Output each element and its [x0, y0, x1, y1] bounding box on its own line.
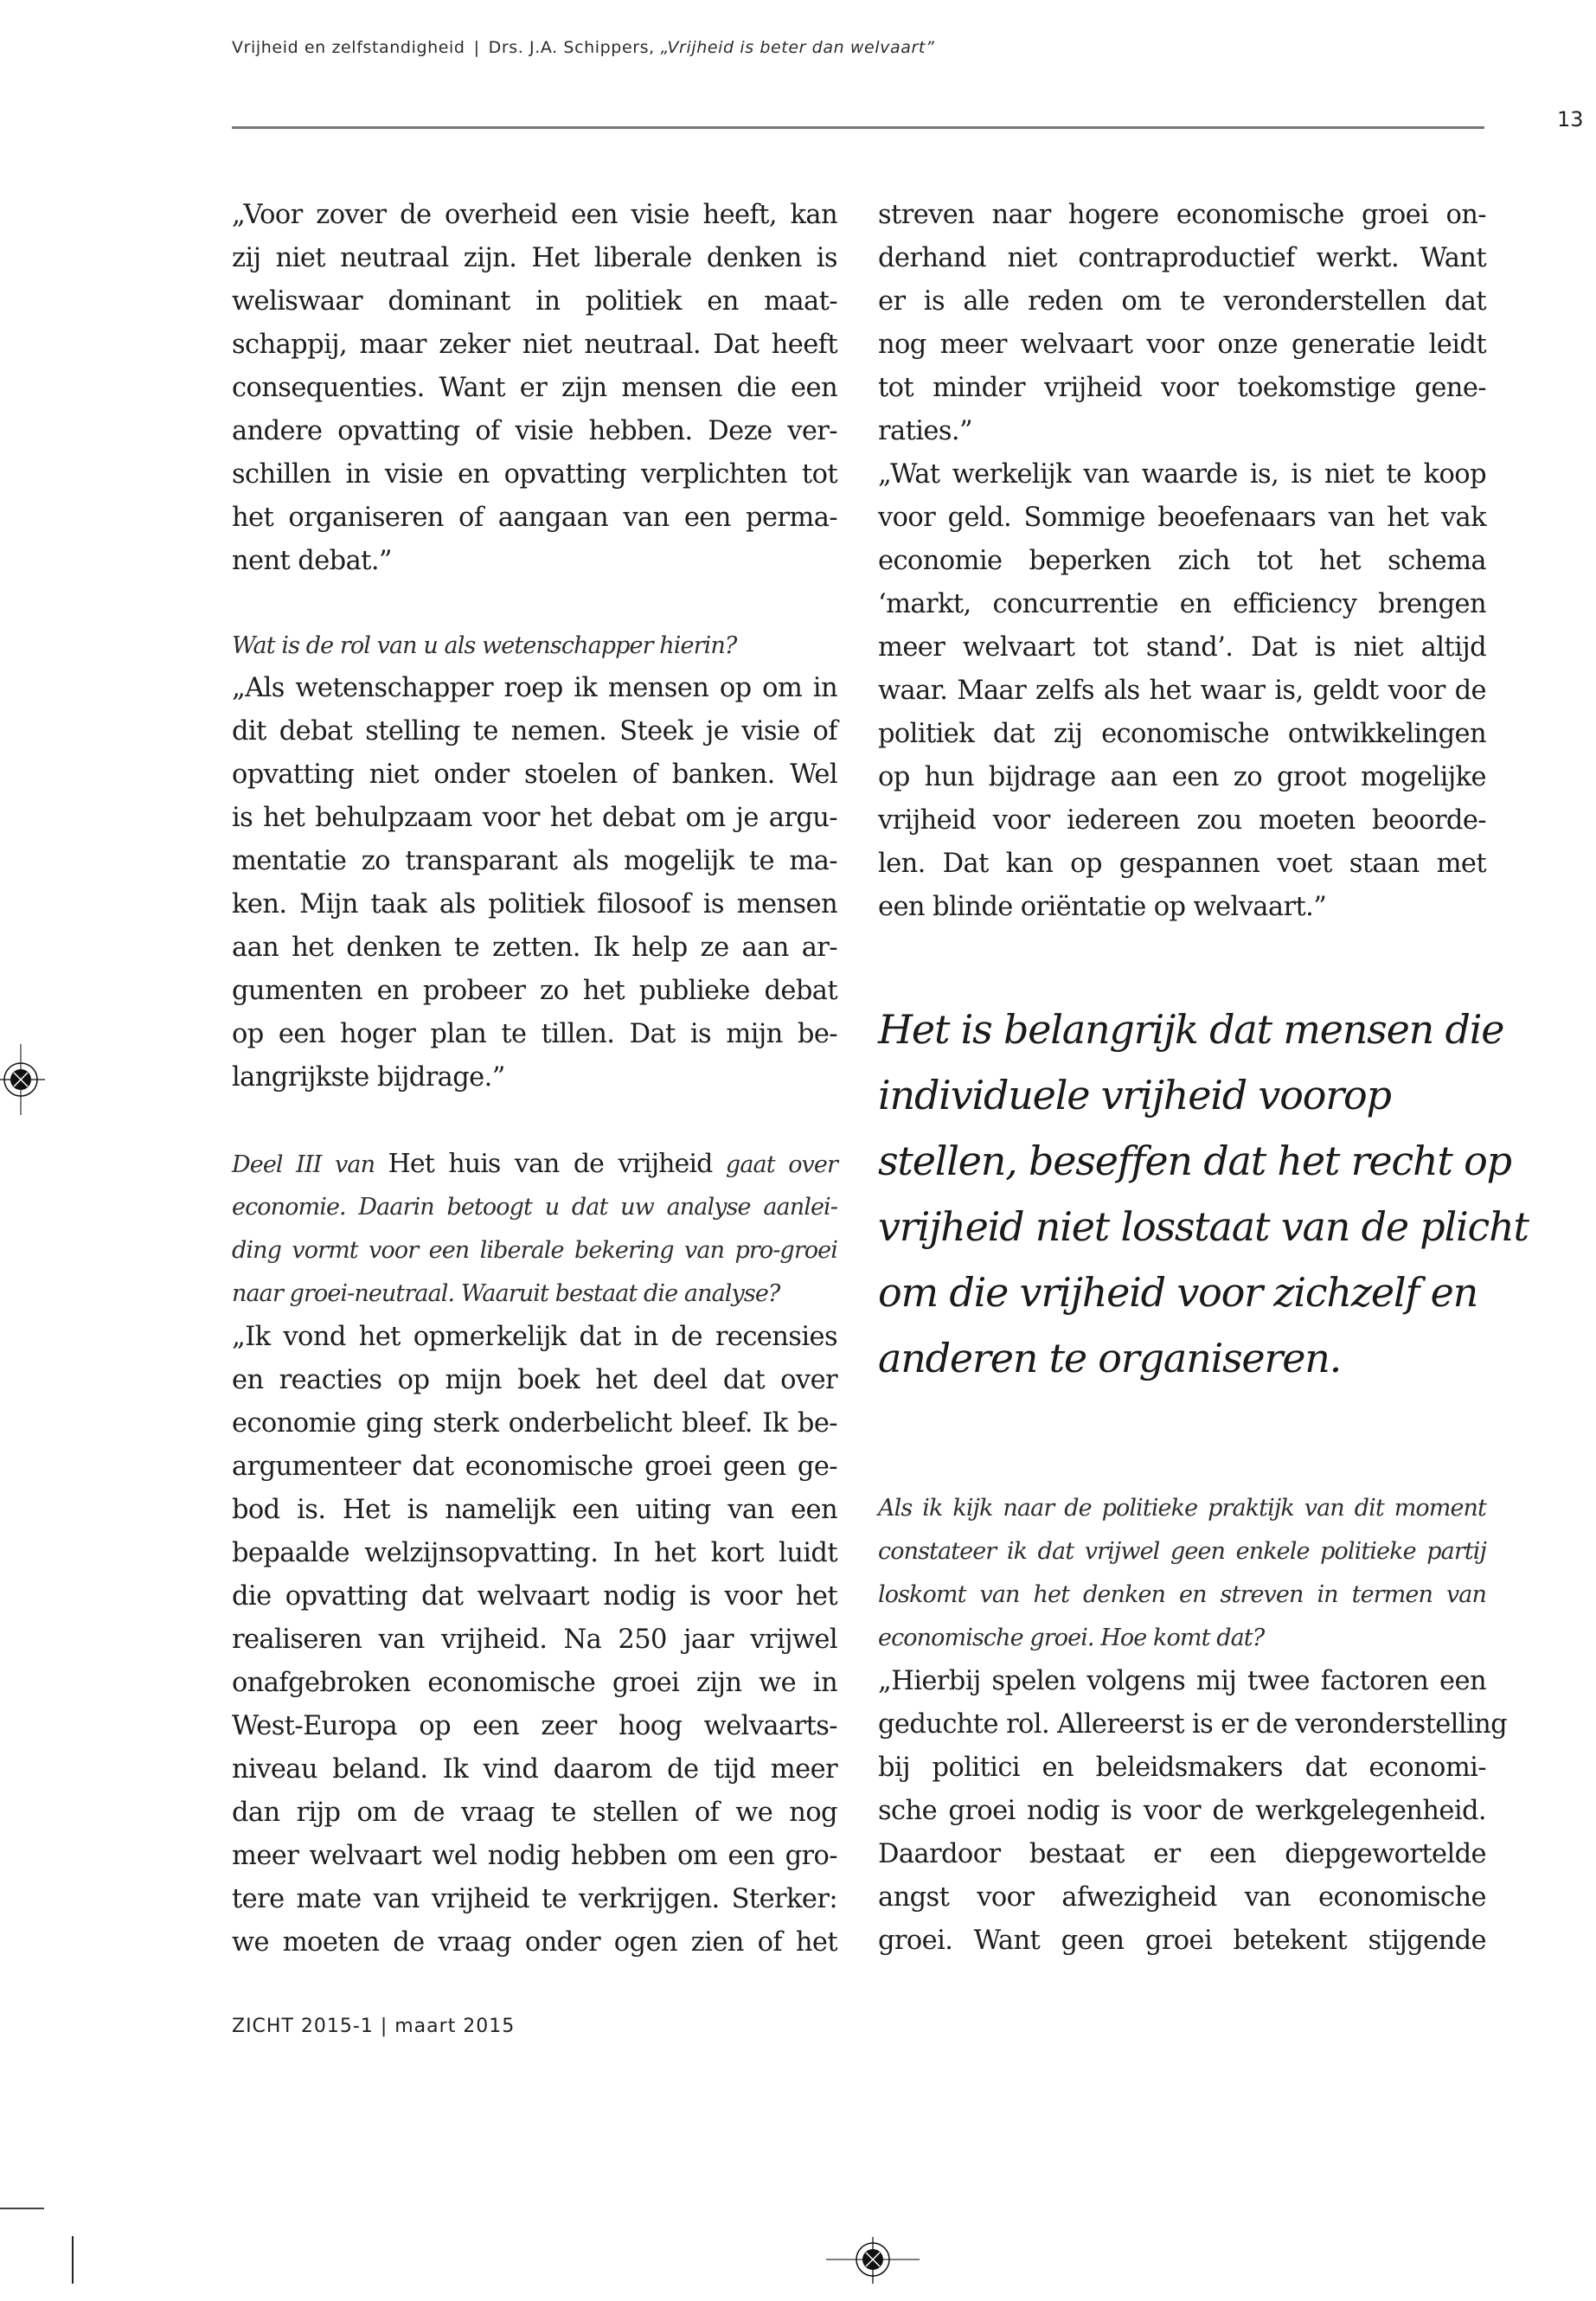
text-line: geduchte rol. Allereerst is er de veronderstelling	[878, 1709, 1508, 1740]
text-line: ding vormt voor een liberale bekering van pro-groei	[232, 1237, 837, 1264]
text-line: Wat is de rol van u als wetenschapper hierin?	[232, 632, 737, 659]
text-line: „Wat werkelijk van waarde is, is niet te koop	[878, 459, 1486, 490]
question-2-first-line	[232, 1143, 837, 1186]
text-line: angst voor afwezigheid van economische	[878, 1882, 1486, 1913]
text-line: „Ik vond het opmerkelijk dat in de recensies	[232, 1322, 837, 1352]
text-line: niveau beland. Ik vind daarom de tijd meer	[232, 1754, 837, 1785]
interview-question-3	[878, 1487, 1486, 1660]
text-line: dit debat stelling te nemen. Steek je visie of	[232, 716, 837, 747]
text-line: voor geld. Sommige beoefenaars van het vak	[878, 503, 1486, 533]
running-head-author: Drs. J.A. Schippers,	[488, 38, 661, 57]
text-line: aan het denken te zetten. Ik help ze aan ar-	[232, 933, 837, 963]
text-line: ken. Mijn taak als politiek filosoof is mensen	[232, 889, 837, 920]
text-line: meer welvaart tot stand’. Dat is niet altijd	[878, 632, 1486, 663]
text-line: en reacties op mijn boek het deel dat over	[232, 1365, 837, 1395]
page-number: 13	[1557, 107, 1584, 131]
text-line: er is alle reden om te veronderstellen dat	[878, 286, 1486, 317]
text-line: bij politici en beleidsmakers dat economi-	[878, 1753, 1486, 1783]
text-line: „Voor zover de overheid een visie heeft, kan	[232, 200, 837, 230]
text-line: groei. Want geen groei betekent stijgende	[878, 1926, 1486, 1956]
text-line: Het is belangrijk dat mensen die	[878, 1006, 1504, 1053]
text-line: bepaalde welzijnsopvatting. In het kort luidt	[232, 1538, 837, 1568]
text-line: len. Dat kan op gespannen voet staan met	[878, 849, 1486, 879]
text-line: vrijheid niet losstaat van de plicht	[878, 1203, 1529, 1250]
text-line: economie. Daarin betoogt u dat uw analyse aanlei-	[232, 1194, 837, 1221]
text-line: meer welvaart wel nodig hebben om een gro-	[232, 1841, 837, 1871]
text-line: het organiseren of aangaan van een perma-	[232, 503, 837, 533]
text-line: argumenteer dat economische groei geen ge-	[232, 1452, 837, 1482]
running-head-separator: |	[473, 38, 480, 57]
footer	[232, 2016, 515, 2037]
text-line: realiseren van vrijheid. Na 250 jaar vrijwel	[232, 1625, 837, 1655]
pull-quote	[878, 997, 1529, 1391]
right-paragraph-2	[878, 453, 1486, 929]
text-line: Als ik kijk naar de politieke praktijk van dit moment	[878, 1495, 1486, 1522]
text-line: economie beperken zich tot het schema	[878, 546, 1486, 576]
footer-separator: |	[380, 2016, 388, 2037]
text-line: nog meer welvaart voor onze generatie leidt	[878, 330, 1486, 360]
text-line: op een hoger plan te tillen. Dat is mijn be-	[232, 1019, 837, 1049]
running-head-section: Vrijheid en zelfstandigheid	[232, 38, 465, 57]
text-line: streven naar hogere economische groei on-	[878, 200, 1486, 230]
question-2-prefix: Deel III van	[232, 1151, 388, 1178]
crop-mark-vertical-icon	[72, 2236, 74, 2284]
text-line: we moeten de vraag onder ogen zien of het	[232, 1927, 837, 1958]
running-head-article-title: „Vrijheid is beter dan welvaart”	[660, 38, 935, 57]
book-title: Het huis van de vrijheid	[388, 1149, 713, 1179]
answer-1	[232, 667, 837, 1099]
text-line: weliswaar dominant in politiek en maat-	[232, 286, 837, 317]
text-line: een blinde oriëntatie op welvaart.”	[878, 892, 1327, 922]
question-2-rest	[232, 1186, 837, 1316]
left-paragraph-1	[232, 194, 837, 583]
text-line: is het behulpzaam voor het debat om je argu-	[232, 803, 837, 833]
text-line: andere opvatting of visie hebben. Deze ver-	[232, 416, 837, 446]
text-line: langrijkste bijdrage.”	[232, 1062, 505, 1093]
text-line: constateer ik dat vrijwel geen enkele politieke partij	[878, 1538, 1486, 1565]
text-line: anderen te organiseren.	[878, 1335, 1342, 1381]
text-line: loskomt van het denken en streven in termen van	[878, 1581, 1486, 1608]
running-head	[232, 38, 934, 57]
text-line: stellen, beseffen dat het recht op	[878, 1138, 1511, 1184]
text-line: schillen in visie en opvatting verplichten tot	[232, 459, 837, 490]
text-line: vrijheid voor iedereen zou moeten beoorde-	[878, 805, 1486, 836]
text-line: economische groei. Hoe komt dat?	[878, 1625, 1265, 1651]
text-line: ‘markt, concurrentie en efficiency brengen	[878, 589, 1486, 619]
text-line: „Als wetenschapper roep ik mensen op om in	[232, 673, 837, 703]
registration-mark-bottom-icon	[826, 2237, 921, 2285]
text-line: Daardoor bestaat er een diepgewortelde	[878, 1839, 1486, 1869]
text-line: gumenten en probeer zo het publieke debat	[232, 976, 837, 1006]
question-2-suffix: gaat over	[712, 1151, 838, 1178]
text-line: politiek dat zij economische ontwikkelingen	[878, 719, 1486, 749]
text-line: raties.”	[878, 416, 972, 446]
text-line: nent debat.”	[232, 546, 392, 576]
text-line: economie ging sterk onderbelicht bleef. Ik be-	[232, 1408, 837, 1439]
text-line: tot minder vrijheid voor toekomstige gene-	[878, 373, 1486, 403]
text-line: individuele vrijheid voorop	[878, 1072, 1391, 1118]
answer-2	[232, 1316, 837, 1965]
text-line: West-Europa op een zeer hoog welvaarts-	[232, 1711, 837, 1741]
header-rule	[232, 126, 1484, 129]
text-line: naar groei-neutraal. Waaruit bestaat die analyse?	[232, 1280, 780, 1307]
text-line: sche groei nodig is voor de werkgelegenheid.	[878, 1796, 1486, 1826]
text-line: bod is. Het is namelijk een uiting van een	[232, 1495, 837, 1525]
text-line: om die vrijheid voor zichzelf en	[878, 1269, 1478, 1316]
footer-issue: ZICHT 2015-1	[232, 2016, 374, 2037]
crop-mark-horizontal-icon	[0, 2208, 44, 2209]
interview-question-1	[232, 625, 837, 668]
text-line: op hun bijdrage aan een zo groot mogelijke	[878, 762, 1486, 792]
registration-mark-left-icon	[0, 1044, 52, 1115]
text-line: opvatting niet onder stoelen of banken. Wel	[232, 760, 837, 790]
text-line: die opvatting dat welvaart nodig is voor het	[232, 1581, 837, 1612]
text-line: mentatie zo transparant als mogelijk te ma-	[232, 846, 837, 876]
answer-3	[878, 1660, 1508, 1963]
text-line: consequenties. Want er zijn mensen die een	[232, 373, 837, 403]
right-paragraph-1	[878, 194, 1486, 453]
text-line: derhand niet contraproductief werkt. Want	[878, 243, 1486, 273]
interview-question-2	[232, 1143, 837, 1316]
footer-date: maart 2015	[394, 2016, 516, 2037]
text-line: tere mate van vrijheid te verkrijgen. Sterker:	[232, 1884, 837, 1914]
text-line: waar. Maar zelfs als het waar is, geldt voor de	[878, 676, 1486, 706]
text-line: zij niet neutraal zijn. Het liberale denken is	[232, 243, 837, 273]
text-line: „Hierbij spelen volgens mij twee factoren een	[878, 1666, 1486, 1696]
text-line: schappij, maar zeker niet neutraal. Dat heeft	[232, 330, 837, 360]
text-line: dan rijp om de vraag te stellen of we nog	[232, 1798, 837, 1828]
text-line: onafgebroken economische groei zijn we in	[232, 1668, 837, 1698]
